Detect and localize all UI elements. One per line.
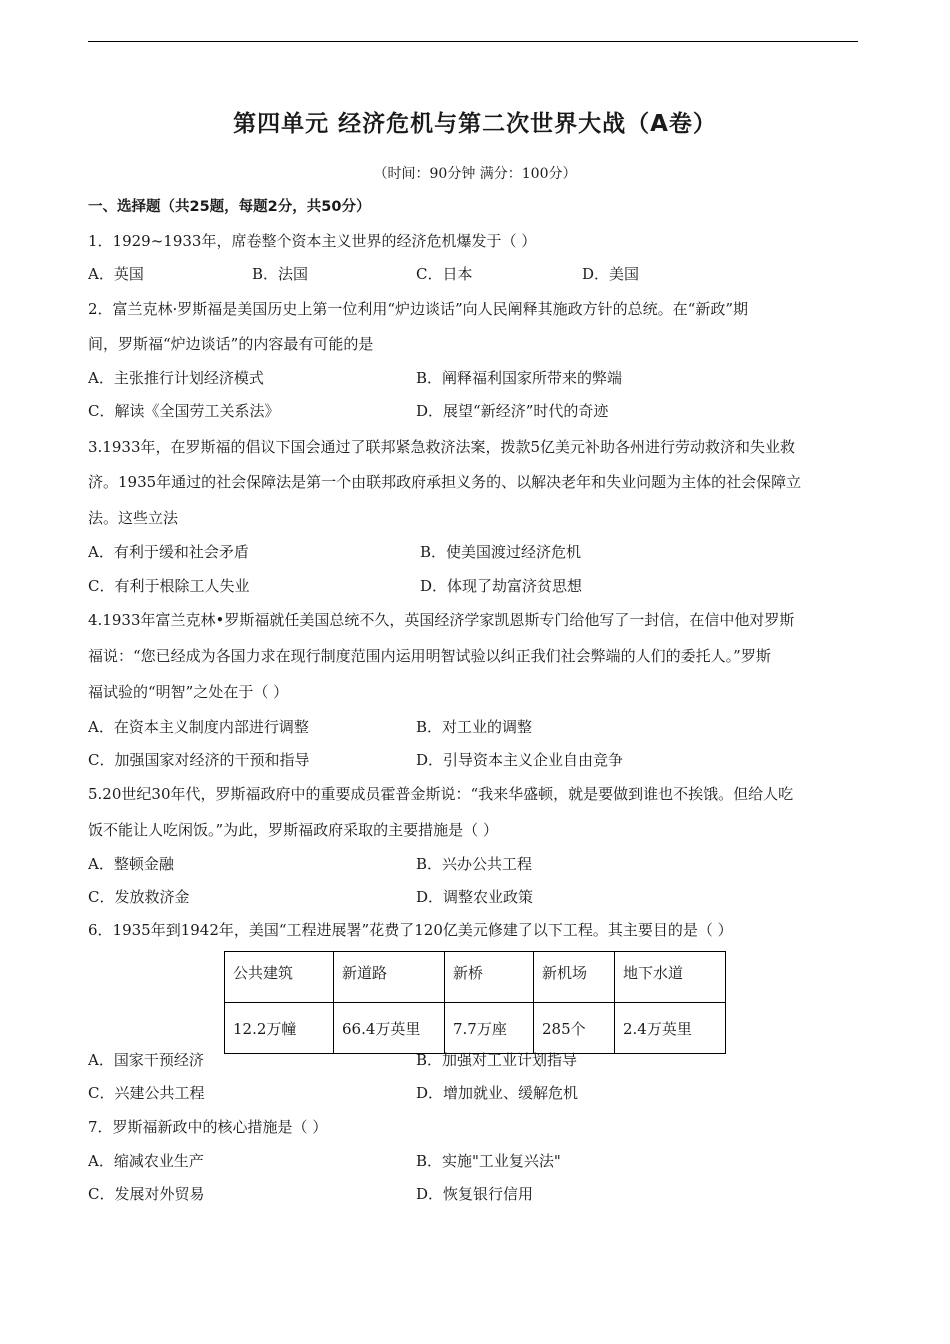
question-4-stem-cont: 福说：“您已经成为各国力求在现行制度范围内运用明智试验以纠正我们社会弊端的人们的委托人。”罗斯	[88, 647, 771, 665]
question-5-stem-cont: 饭不能让人吃闲饭。”为此，罗斯福政府采取的主要措施是（ ）	[88, 821, 498, 839]
table-header-cell: 新桥	[445, 952, 534, 1003]
q5-option-b: B．兴办公共工程	[416, 855, 533, 873]
table-header-row	[225, 952, 726, 1003]
question-3-stem-cont: 济。1935年通过的社会保障法是第一个由联邦政府承担义务的、以解决老年和失业问题为主体的社会保障立	[88, 473, 802, 491]
table-cell: 66.4万英里	[334, 1003, 445, 1054]
projects-table	[224, 951, 726, 1054]
q1-option-d: D．美国	[582, 265, 640, 283]
table-header-cell: 地下水道	[615, 952, 726, 1003]
q2-option-a: A．主张推行计划经济模式	[88, 369, 264, 387]
q5-option-a: A．整顿金融	[88, 855, 174, 873]
page-title: 第四单元 经济危机与第二次世界大战（A卷）	[233, 111, 717, 137]
q4-option-a: A．在资本主义制度内部进行调整	[88, 718, 309, 736]
question-2-stem-cont: 间，罗斯福“炉边谈话”的内容最有可能的是	[88, 335, 374, 353]
q7-option-a: A．缩减农业生产	[88, 1152, 204, 1170]
question-1-stem: 1．1929~1933年，席卷整个资本主义世界的经济危机爆发于（ ）	[88, 232, 537, 250]
table-header-cell: 新道路	[334, 952, 445, 1003]
q3-option-d: D．体现了劫富济贫思想	[420, 577, 583, 595]
question-4-stem-end: 福试验的“明智”之处在于（ ）	[88, 683, 289, 701]
q3-option-c: C．有利于根除工人失业	[88, 577, 250, 595]
table-cell: 7.7万座	[445, 1003, 534, 1054]
q2-option-c: C．解读《全国劳工关系法》	[88, 402, 280, 420]
table-row	[225, 1003, 726, 1054]
question-3-stem-end: 法。这些立法	[88, 509, 179, 527]
question-6-stem: 6．1935年到1942年，美国“工程进展署”花费了120亿美元修建了以下工程。其主要目的是（ ）	[88, 921, 733, 939]
section-heading: 一、选择题（共25题，每题2分，共50分）	[88, 199, 371, 215]
q7-option-b: B．实施"工业复兴法"	[416, 1152, 561, 1170]
table-header-cell: 公共建筑	[225, 952, 334, 1003]
exam-info: （时间：90分钟 满分：100分）	[373, 166, 577, 182]
q6-option-d: D．增加就业、缓解危机	[416, 1084, 579, 1102]
q4-option-d: D．引导资本主义企业自由竞争	[416, 751, 624, 769]
q1-option-a: A．英国	[88, 265, 144, 283]
question-4-stem: 4.1933年富兰克林•罗斯福就任美国总统不久，英国经济学家凯恩斯专门给他写了一封信，在信中他对罗斯	[88, 611, 795, 629]
q4-option-b: B．对工业的调整	[416, 718, 533, 736]
q4-option-c: C．加强国家对经济的干预和指导	[88, 751, 310, 769]
question-3-stem: 3.1933年，在罗斯福的倡议下国会通过了联邦紧急救济法案，拨款5亿美元补助各州进行劳动救济和失业救	[88, 438, 796, 456]
q2-option-b: B．阐释福利国家所带来的弊端	[416, 369, 623, 387]
q5-option-c: C．发放救济金	[88, 888, 190, 906]
table-cell: 12.2万幢	[225, 1003, 334, 1054]
question-5-stem: 5.20世纪30年代，罗斯福政府中的重要成员霍普金斯说：“我来华盛顿，就是要做到谁也不挨饿。但给人吃	[88, 785, 794, 803]
q7-option-d: D．恢复银行信用	[416, 1185, 534, 1203]
table-header-cell: 新机场	[534, 952, 615, 1003]
q3-option-a: A．有利于缓和社会矛盾	[88, 543, 249, 561]
q2-option-d: D．展望“新经济”时代的奇迹	[416, 402, 609, 420]
header-rule	[88, 41, 858, 42]
q3-option-b: B．使美国渡过经济危机	[420, 543, 582, 561]
q6-option-c: C．兴建公共工程	[88, 1084, 205, 1102]
table-cell: 285个	[534, 1003, 615, 1054]
q5-option-d: D．调整农业政策	[416, 888, 534, 906]
table-cell: 2.4万英里	[615, 1003, 726, 1054]
q7-option-c: C．发展对外贸易	[88, 1185, 205, 1203]
question-2-stem: 2．富兰克林·罗斯福是美国历史上第一位利用“炉边谈话”向人民阐释其施政方针的总统。在“新政”期	[88, 300, 748, 318]
q1-option-b: B．法国	[252, 265, 309, 283]
question-7-stem: 7．罗斯福新政中的核心措施是（ ）	[88, 1118, 328, 1136]
q1-option-c: C．日本	[416, 265, 473, 283]
q6-option-a: A．国家干预经济	[88, 1051, 204, 1069]
q6-option-b: B．加强对工业计划指导	[416, 1051, 578, 1069]
